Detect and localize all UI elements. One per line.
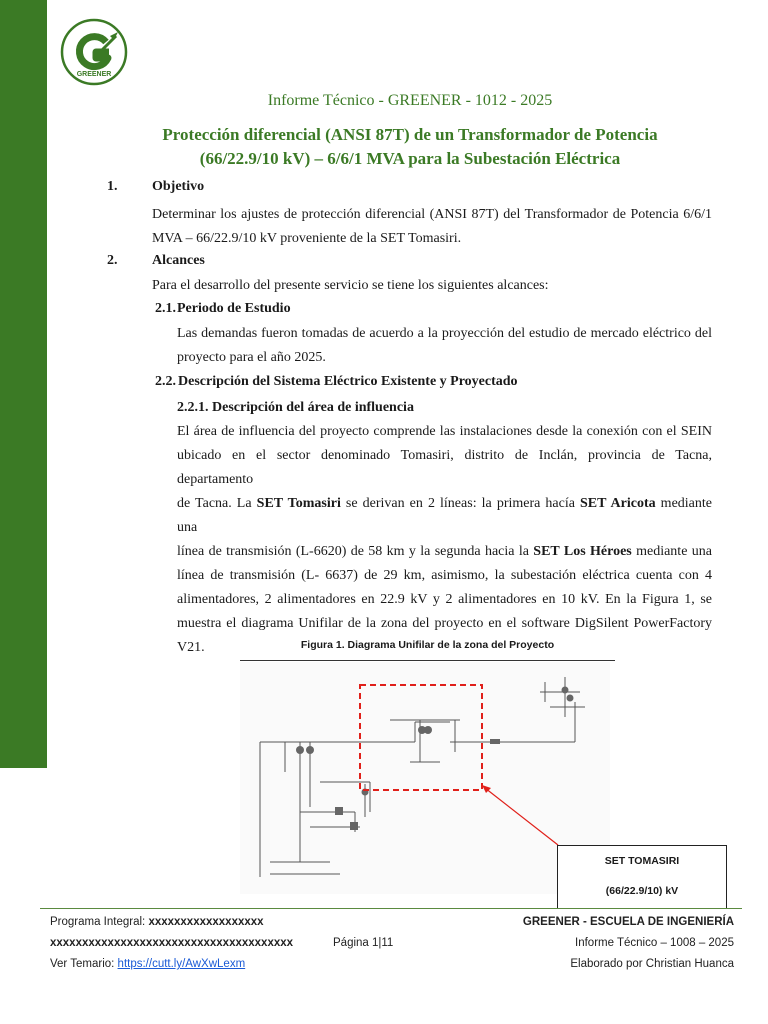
body-line-4 [177, 540, 712, 564]
figure-caption: Figura 1. Diagrama Unifilar de la zona del Proyecto [300, 639, 555, 651]
body-line-7: muestra el diagrama Unifilar de la zona del proyecto en el software DigSilent PowerFactory [177, 616, 712, 631]
section-1-number: 1. [107, 179, 118, 194]
body-line-5: línea de transmisión (L- 6637) de 29 km, asimismo, la subestación eléctrica cuenta con 4 [177, 568, 712, 583]
subsection-2-2-1-body [177, 420, 712, 660]
set-tomasiri-bold: SET Tomasiri [256, 496, 341, 511]
title-line-2: (66/22.9/10 kV) – 6/6/1 MVA para la Subestación Eléctrica [199, 149, 621, 168]
text-fragment: mediante una [631, 544, 712, 559]
footer-temario [50, 958, 245, 970]
callout-line-2: (66/22.9/10) kV [605, 885, 679, 897]
figure-top-rule [240, 660, 615, 661]
program-label: Programa Integral: [50, 916, 149, 928]
footer-placeholder: xxxxxxxxxxxxxxxxxxxxxxxxxxxxxxxxxxxxxx [50, 937, 294, 949]
org-name: GREENER - ESCUELA DE INGENIERÍA [522, 916, 734, 928]
program-value: xxxxxxxxxxxxxxxxxx [148, 916, 264, 928]
subsection-2-1-line-2: proyecto para el año 2025. [177, 350, 326, 365]
text-fragment: se derivan en 2 líneas: la primera hacía [340, 496, 581, 511]
temario-link[interactable]: https://cutt.ly/AwXwLexm [117, 958, 246, 970]
body-line-6: alimentadores, 2 alimentadores en 22.9 kV y 2 alimentadores en 10 kV. En la Figura 1, se [177, 592, 712, 607]
page-number: Página 1|11 [333, 937, 394, 949]
callout-line-1: SET TOMASIRI [604, 855, 680, 867]
section-1-heading: Objetivo [152, 179, 205, 194]
body-line-1: El área de influencia del proyecto comprende las instalaciones desde la conexión con el SEIN [177, 424, 712, 439]
subsection-2-1-number: 2.1. [155, 301, 176, 316]
side-brand-bar [0, 0, 47, 768]
set-aricota-bold: SET Aricota [580, 496, 656, 511]
temario-label: Ver Temario: [50, 958, 118, 970]
text-fragment: línea de transmisión (L-6620) de 58 km y la segunda hacia la [177, 544, 534, 559]
footer-line-2 [50, 937, 293, 949]
set-los-heroes-bold: SET Los Héroes [533, 544, 632, 559]
footer-report-ref: Informe Técnico – 1008 – 2025 [575, 937, 734, 949]
subsection-2-1-line-1: Las demandas fueron tomadas de acuerdo a la proyección del estudio de mercado eléctrico del [177, 326, 712, 341]
text-fragment: de Tacna. La [177, 496, 257, 511]
footer-rule [40, 908, 742, 909]
title-line-1: Protección diferencial (ANSI 87T) de un Transformador de Potencia [162, 125, 658, 144]
section-1-line-1: Determinar los ajustes de protección diferencial (ANSI 87T) del Transformador de Potencia 6/6/1 [152, 207, 712, 222]
section-2-heading: Alcances [152, 253, 205, 268]
single-line-diagram [240, 662, 610, 894]
footer-org [523, 916, 734, 928]
body-line-8: V21. [177, 640, 205, 655]
subsection-2-2-1-heading: 2.2.1. Descripción del área de influencia [177, 400, 414, 415]
section-1-body [152, 203, 712, 251]
subsection-2-1-body [177, 322, 712, 370]
footer-program [50, 916, 264, 928]
report-id: Informe Técnico - GREENER - 1012 - 2025 [267, 92, 553, 109]
subsection-2-1-heading: Periodo de Estudio [177, 301, 291, 316]
document-title [130, 123, 690, 171]
set-tomasiri-callout [557, 845, 727, 909]
body-line-2: ubicado en el sector denominado Tomasiri, distrito de Inclán, provincia de Tacna, departamento [177, 448, 712, 487]
logo-text: GREENER [76, 71, 112, 78]
footer-author: Elaborado por Christian Huanca [570, 958, 734, 970]
section-1-line-2: MVA – 66/22.9/10 kV proveniente de la SET Tomasiri. [152, 231, 462, 246]
section-2-number: 2. [107, 253, 118, 268]
section-2-intro: Para el desarrollo del presente servicio se tiene los siguientes alcances: [152, 278, 549, 293]
subsection-2-2-number: 2.2. [155, 374, 176, 389]
subsection-2-2-heading: Descripción del Sistema Eléctrico Existente y Proyectado [178, 374, 518, 389]
greener-logo [60, 18, 128, 86]
body-line-3 [177, 492, 712, 540]
text-fragment: mediante una [177, 496, 712, 535]
